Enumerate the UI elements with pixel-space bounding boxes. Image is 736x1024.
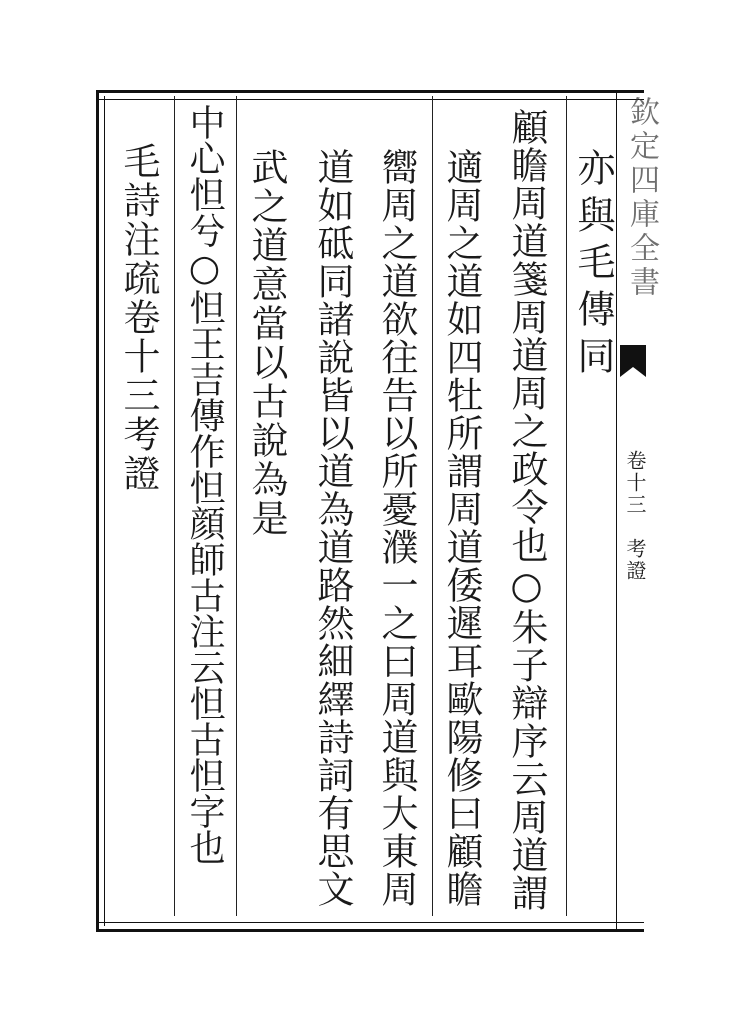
text-column-5: 道如砥同諸說皆以道為道路然細繹詩詞有思文 bbox=[311, 148, 354, 908]
text-column-6: 武之道意當以古說為是 bbox=[245, 148, 288, 538]
page-border bbox=[96, 90, 644, 932]
column-rule bbox=[566, 96, 567, 916]
inner-border-rule bbox=[104, 96, 105, 926]
chapter-end-title: 毛詩注疏卷十三考證 bbox=[117, 142, 160, 493]
text-column-1: 亦與毛傳同 bbox=[571, 148, 615, 383]
text-column-7: 中心怛兮○怛王吉傳作怛顔師古注云怛古怛字也 bbox=[184, 104, 225, 865]
text-column-3: 適周之道如四牡所謂周道倭遲耳歐陽修曰顧瞻 bbox=[440, 148, 483, 908]
banxin-chapter-label: 卷十三 考證 bbox=[623, 450, 647, 582]
column-rule bbox=[432, 96, 433, 916]
text-column-4: 嚮周之道欲往告以所憂濮一之曰周道與大東周 bbox=[375, 148, 418, 908]
banxin-book-title: 欽定四庫全書 bbox=[624, 96, 659, 300]
column-rule bbox=[236, 96, 237, 916]
column-rule bbox=[174, 96, 175, 916]
text-column-2: 顧瞻周道箋周道周之政令也○朱子辯序云周道謂 bbox=[505, 108, 548, 912]
fishtail-mark-icon bbox=[620, 345, 646, 367]
